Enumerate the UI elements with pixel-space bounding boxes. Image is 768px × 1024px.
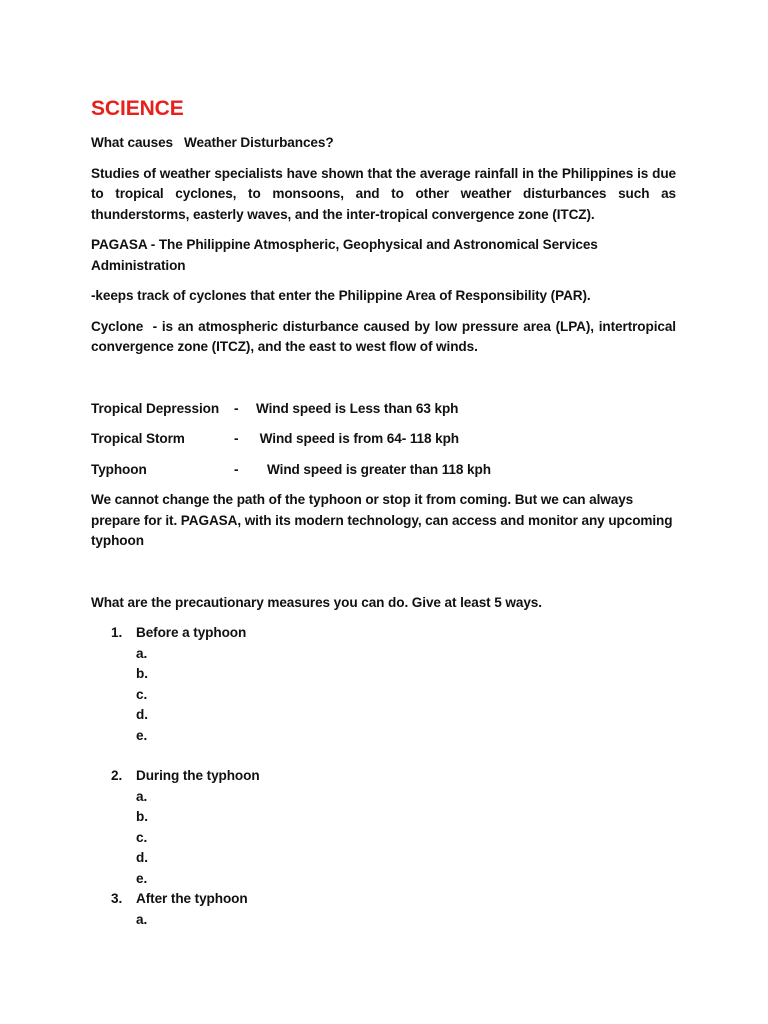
measure-number: 2.	[111, 768, 123, 783]
storm-description: Wind speed is Less than 63 kph	[256, 400, 459, 416]
sub-item: e.	[136, 870, 148, 886]
storm-type-list	[91, 399, 676, 481]
question-precautions: What are the precautionary measures you can do. Give at least 5 ways.	[91, 594, 542, 610]
storm-row	[91, 460, 676, 481]
sub-item: a.	[136, 911, 148, 927]
storm-row	[91, 429, 676, 450]
storm-dash: -	[234, 461, 239, 477]
storm-category: Typhoon	[91, 461, 147, 477]
pagasa-line: PAGASA - The Philippine Atmospheric, Geophysical and Astronomical Services Administration	[91, 237, 598, 273]
storm-category: Tropical Depression	[91, 400, 220, 416]
storm-dash: -	[234, 400, 239, 416]
sub-item: a.	[136, 645, 148, 661]
sub-item: d.	[136, 707, 148, 722]
pagasa-description: -keeps track of cyclones that enter the Philippine Area of Responsibility (PAR).	[91, 288, 591, 303]
measure-item-before	[91, 623, 676, 746]
sub-list	[136, 910, 676, 931]
sub-item: c.	[136, 686, 148, 702]
sub-item: b.	[136, 666, 148, 681]
sub-list	[136, 644, 676, 747]
storm-row	[91, 399, 676, 420]
document-content	[91, 96, 680, 930]
measure-number: 3.	[111, 891, 123, 906]
question-intro: What causes Weather Disturbances?	[91, 135, 334, 150]
sub-item: e.	[136, 727, 148, 743]
paragraph-preparation: We cannot change the path of the typhoon or stop it from coming. But we can always prepare for it. PAGASA, with its modern technology, can access and monitor any upcoming typhoon	[91, 492, 673, 548]
storm-description: Wind speed is from 64- 118 kph	[256, 431, 460, 446]
measure-number: 1.	[111, 625, 123, 640]
storm-description: Wind speed is greater than 118 kph	[256, 461, 491, 477]
paragraph-rainfall: Studies of weather specialists have shown that the average rainfall in the Philippines is due to tropical cyclones, to monsoons, and to other weather disturbances such as thunderstorms, easterly waves, and the inter-tropical convergence zone (ITCZ).	[91, 165, 676, 222]
measure-label: During the typhoon	[136, 768, 260, 783]
cyclone-definition: Cyclone - is an atmospheric disturbance caused by low pressure area (LPA), intertropical convergence zone (ITCZ), and the east to west flow of winds.	[91, 318, 680, 354]
storm-category: Tropical Storm	[91, 431, 185, 446]
sub-item: b.	[136, 809, 148, 824]
spacer	[91, 368, 676, 399]
document-title: SCIENCE	[91, 97, 184, 120]
sub-item: d.	[136, 850, 148, 865]
sub-item: a.	[136, 788, 148, 804]
measure-item-after	[91, 889, 676, 930]
measures-list	[91, 623, 676, 930]
measure-label: Before a typhoon	[136, 625, 247, 640]
sub-item: c.	[136, 829, 148, 845]
measure-label: After the typhoon	[136, 891, 248, 906]
spacer	[91, 746, 676, 766]
spacer	[91, 562, 676, 593]
sub-list	[136, 787, 676, 890]
storm-dash: -	[234, 431, 239, 446]
measure-item-during	[91, 766, 676, 889]
